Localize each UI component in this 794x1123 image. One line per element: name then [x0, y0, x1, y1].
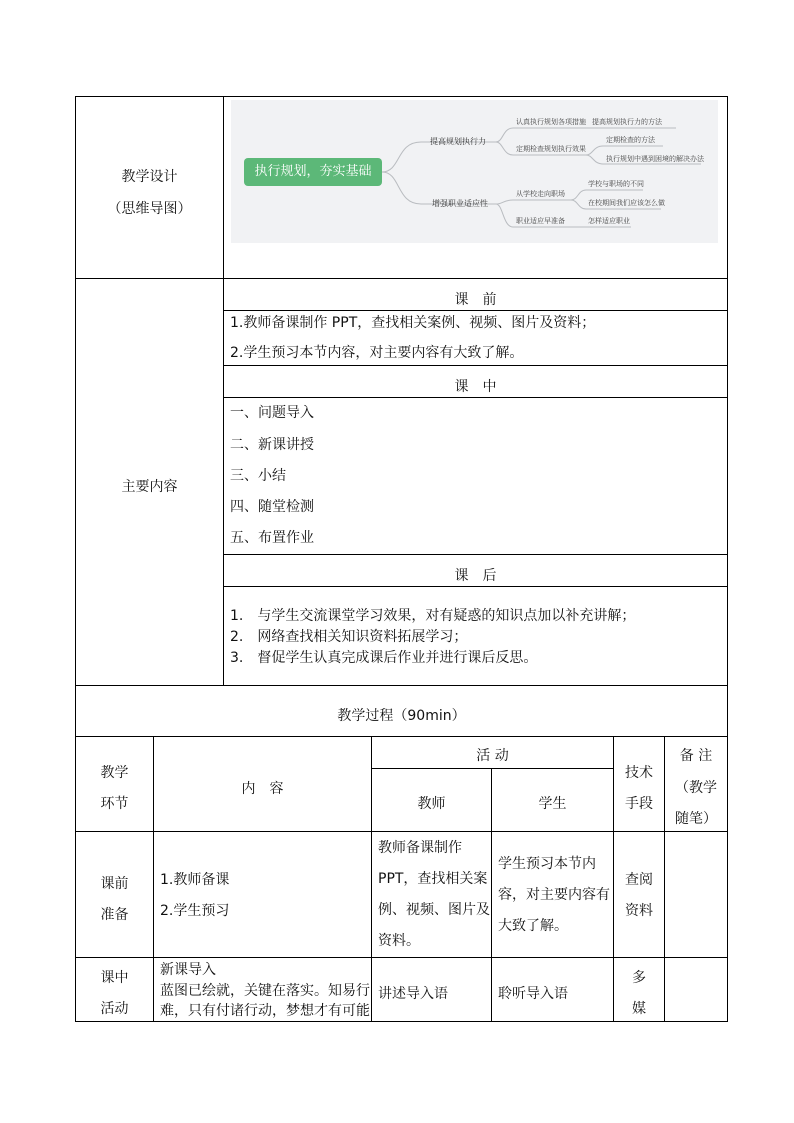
- row1-teacher: 教师备课制作: [378, 840, 462, 856]
- row2-stage: 课中: [100, 970, 129, 986]
- mind-map-leaf: 执行规划中遇到困境的解决办法: [606, 155, 704, 163]
- row2-stage: 活动: [100, 1001, 129, 1017]
- header-content: 内 容: [241, 781, 284, 797]
- row1-student: 学生预习本节内: [498, 856, 596, 872]
- mind-map: [231, 100, 718, 243]
- section-header-after: 课 后: [454, 568, 497, 584]
- row1-teacher: PPT，查找相关案: [378, 871, 488, 887]
- during-item: 三、小结: [230, 468, 286, 484]
- header-note: 备 注: [679, 748, 713, 764]
- design-label: 教学设计: [121, 169, 178, 185]
- section-header-during: 课 中: [454, 379, 497, 395]
- mind-map-branch-1: 提高规划执行力: [430, 137, 486, 146]
- row2-tech: 多: [632, 970, 646, 986]
- row2-content: 蓝图已绘就，关键在落实。知易行: [160, 983, 370, 999]
- during-item: 五、布置作业: [230, 530, 314, 546]
- row1-tech: 查阅: [625, 872, 653, 888]
- header-tech: 技术: [625, 765, 653, 781]
- mind-map-leaf: 怎样适应职业: [588, 217, 630, 225]
- row2-student: 聆听导入语: [498, 986, 568, 1002]
- mind-map-node: 认真执行规划各项措施: [516, 118, 586, 126]
- row1-content: 1.教师备课: [160, 872, 230, 888]
- mind-map-leaf: 提高规划执行力的方法: [592, 118, 662, 126]
- row1-stage: 课前: [100, 876, 129, 892]
- mind-map-node: 定期检查规划执行效果: [516, 145, 586, 153]
- after-item: 2. 网络查找相关知识资料拓展学习；: [230, 629, 468, 645]
- main-content-label: 主要内容: [121, 479, 178, 495]
- row1-teacher: 例、视频、图片及: [378, 902, 490, 918]
- row1-teacher: 资料。: [378, 933, 420, 949]
- mind-map-leaf: 学校与职场的不同: [588, 180, 644, 188]
- row2-content: 新课导入: [160, 962, 216, 978]
- header-stage: 教学: [100, 765, 129, 781]
- mind-map-leaf: 在校期间我们应该怎么做: [588, 199, 665, 207]
- row2-tech: 媒: [632, 1001, 646, 1017]
- row1-student: 容，对主要内容有: [498, 887, 610, 903]
- row1-stage: 准备: [100, 907, 129, 923]
- section-header-before: 课 前: [454, 292, 497, 308]
- row2-content: 难，只有付诸行动，梦想才有可能: [160, 1003, 370, 1019]
- header-teacher: 教师: [417, 796, 446, 812]
- mind-map-node: 职业适应早准备: [516, 217, 565, 225]
- during-item: 四、随堂检测: [230, 499, 314, 515]
- mind-map-node: 从学校走向职场: [516, 190, 565, 198]
- header-tech: 手段: [625, 796, 653, 812]
- during-item: 一、问题导入: [230, 405, 314, 421]
- during-item: 二、新课讲授: [230, 437, 314, 453]
- after-item: 3. 督促学生认真完成课后作业并进行课后反思。: [230, 650, 538, 666]
- row1-content: 2.学生预习: [160, 903, 230, 919]
- mind-map-branch-2: 增强职业适应性: [432, 199, 488, 208]
- before-item: 2.学生预习本节内容，对主要内容有大致了解。: [230, 345, 524, 361]
- process-title: 教学过程（90min）: [337, 708, 466, 724]
- header-activity: 活 动: [476, 748, 509, 764]
- design-label-sub: （思维导图）: [107, 201, 192, 217]
- row2-teacher: 讲述导入语: [378, 986, 448, 1002]
- after-item: 1. 与学生交流课堂学习效果，对有疑惑的知识点加以补充讲解；: [230, 608, 636, 624]
- header-stage: 环节: [100, 796, 129, 812]
- row1-tech: 资料: [625, 903, 653, 919]
- header-note: 随笔）: [675, 811, 717, 827]
- header-student: 学生: [538, 796, 567, 812]
- mind-map-root: 执行规划，夯实基础: [244, 158, 382, 186]
- mind-map-leaf: 定期检查的方法: [606, 136, 655, 144]
- header-note: （教学: [675, 780, 717, 796]
- before-item: 1.教师备课制作 PPT，查找相关案例、视频、图片及资料；: [230, 315, 596, 331]
- row1-student: 大致了解。: [498, 918, 568, 934]
